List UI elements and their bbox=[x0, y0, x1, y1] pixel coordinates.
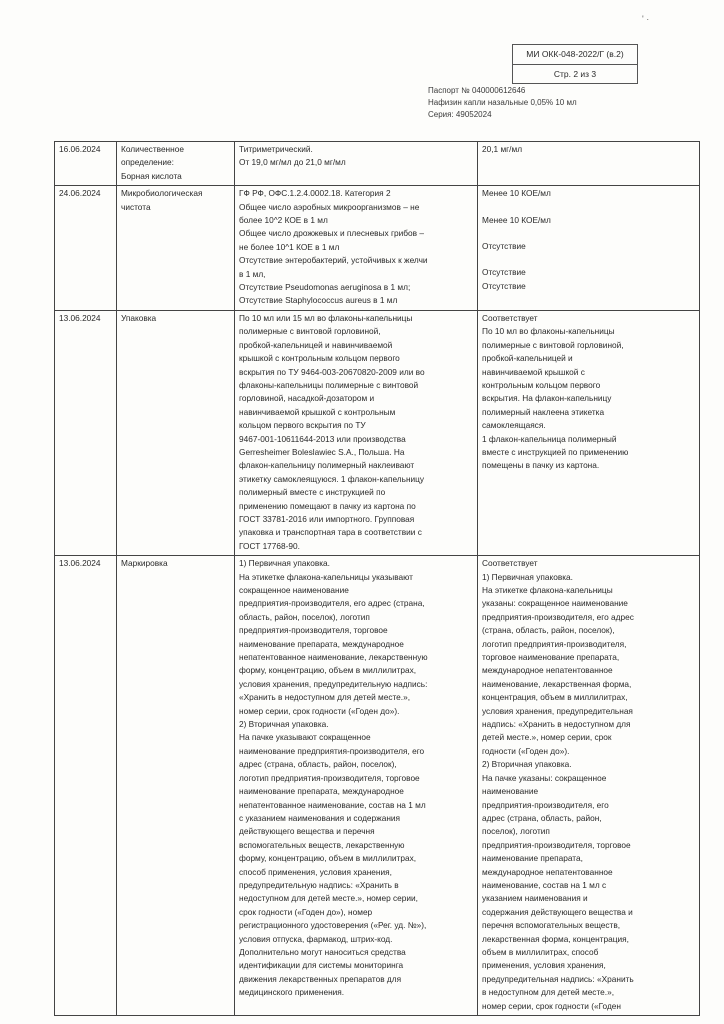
indicator-line: Количественное bbox=[121, 144, 184, 154]
norm-line: область, район, поселок), логотип bbox=[239, 611, 370, 622]
norm-line: вспомогательных веществ, лекарственную bbox=[239, 839, 405, 850]
norm-line: применению помещают в пачку из картона по bbox=[239, 500, 416, 511]
result-line: вместе с инструкцией по применению bbox=[482, 446, 629, 457]
table-row-labeling bbox=[55, 556, 700, 1016]
result-line: годности («Годен до»). bbox=[482, 745, 570, 756]
result-line bbox=[482, 253, 696, 266]
norm-line: На этикетке флакона-капельницы указывают bbox=[239, 571, 413, 582]
cell-indicator bbox=[117, 186, 235, 311]
norm-line: предприятия-производителя, его адрес (страна, bbox=[239, 598, 425, 609]
norm-line: навинчиваемой крышкой с контрольным bbox=[239, 406, 396, 417]
norm-line: номер серии, срок годности («Годен до»). bbox=[239, 705, 400, 716]
norm-line: По 10 мл или 15 мл во флаконы-капельницы bbox=[239, 312, 413, 323]
norm-line: форму, концентрацию, объем в миллилитрах, bbox=[239, 665, 417, 676]
norm-line: непатентованное наименование, лекарственную bbox=[239, 652, 428, 663]
result-line: содержания действующего вещества и bbox=[482, 906, 633, 917]
cell-indicator bbox=[117, 142, 235, 186]
batch-number: Серия: 49052024 bbox=[428, 110, 492, 119]
norm-line: 1) Первичная упаковка. bbox=[239, 558, 330, 569]
result-line: детей месте.», номер серии, срок bbox=[482, 732, 612, 743]
page-number: Стр. 2 из 3 bbox=[513, 64, 637, 84]
result-line: предупредительная надпись: «Хранить bbox=[482, 973, 634, 984]
cell-norm bbox=[235, 186, 478, 311]
norm-line: логотип предприятия-производителя, торговое bbox=[239, 772, 420, 783]
result-line: Соответствует bbox=[482, 312, 538, 323]
test-date: 13.06.2024 bbox=[55, 310, 117, 555]
product-name: Нафизин капли назальные 0,05% 10 мл bbox=[428, 98, 577, 107]
indicator-line: Маркировка bbox=[121, 558, 168, 569]
indicator-line: Борная кислота bbox=[121, 170, 182, 181]
result-line: наименование препарата, bbox=[482, 853, 583, 864]
result-line: (страна, область, район, поселок), bbox=[482, 625, 615, 636]
norm-line: этикетку самоклеящуюся. 1 флакон-капельницу bbox=[239, 473, 425, 484]
norm-line: 9467-001-10611644-2013 или производства bbox=[239, 433, 406, 444]
norm-line: более 10^2 КОЕ в 1 мл bbox=[239, 215, 328, 226]
norm-line: полимерный вместе с инструкцией по bbox=[239, 487, 386, 498]
table-row-microbiological-purity bbox=[55, 186, 700, 311]
cell-norm bbox=[235, 556, 478, 1016]
test-date: 24.06.2024 bbox=[55, 186, 117, 311]
cell-norm bbox=[235, 310, 478, 555]
norm-line: Дополнительно могут наноситься средства bbox=[239, 946, 406, 957]
result-line: самоклеящаяся. bbox=[482, 420, 546, 431]
result-line: международное непатентованное bbox=[482, 665, 613, 676]
result-line: Менее 10 КОЕ/мл bbox=[482, 188, 551, 199]
result-line: логотип предприятия-производителя, bbox=[482, 638, 627, 649]
norm-line: наименование препарата, международное bbox=[239, 786, 404, 797]
norm-line: полимерные с винтовой горловиной, bbox=[239, 326, 381, 337]
result-line: предприятия-производителя, его адрес bbox=[482, 611, 634, 622]
result-line: Отсутствие bbox=[482, 267, 526, 278]
norm-line: «Хранить в недоступном для детей месте.», bbox=[239, 692, 411, 703]
norm-line: Общее число дрожжевых и плесневых грибов – bbox=[239, 228, 424, 239]
norm-line: вскрытия по ТУ 9464-003-20670820-2009 или во bbox=[239, 366, 425, 377]
result-line: условия хранения, предупредительная bbox=[482, 705, 633, 716]
norm-line: крышкой с контрольным кольцом первого bbox=[239, 353, 400, 364]
result-line: международное непатентованное bbox=[482, 866, 613, 877]
result-line: концентрация, объем в миллилитрах, bbox=[482, 692, 628, 703]
norm-line: пробкой-капельницей и навинчиваемой bbox=[239, 339, 393, 350]
indicator-line: определение: bbox=[121, 157, 174, 168]
norm-line: условия хранения, предупредительную надпись: bbox=[239, 678, 428, 689]
result-line: 1) Первичная упаковка. bbox=[482, 571, 573, 582]
norm-line: предприятия-производителя, торговое bbox=[239, 625, 388, 636]
norm-line: адрес (страна, область, район, поселок), bbox=[239, 759, 397, 770]
norm-line: условия отпуска, фармакод, штрих-код. bbox=[239, 933, 393, 944]
result-line: 1 флакон-капельница полимерный bbox=[482, 433, 617, 444]
norm-line: предупредительную надпись: «Хранить в bbox=[239, 879, 399, 890]
norm-line: флаконы-капельницы полимерные с винтовой bbox=[239, 379, 419, 390]
passport-info bbox=[428, 85, 628, 121]
result-line bbox=[482, 201, 696, 214]
norm-line: Общее число аэробных микроорганизмов – не bbox=[239, 201, 420, 212]
result-line: 2) Вторичная упаковка. bbox=[482, 759, 572, 770]
cell-result bbox=[478, 310, 700, 555]
result-line: На пачке указаны: сокращенное bbox=[482, 772, 607, 783]
norm-line: Отсутствие Staphylococcus aureus в 1 мл bbox=[239, 295, 398, 306]
result-line: полимерные с винтовой горловиной, bbox=[482, 339, 624, 350]
result-line: На этикетке флакона-капельницы bbox=[482, 585, 613, 595]
norm-line: кольцом первого вскрытия по ТУ bbox=[239, 420, 366, 431]
result-line: контрольным кольцом первого bbox=[482, 379, 601, 390]
test-date: 13.06.2024 bbox=[55, 556, 117, 1016]
test-results-table bbox=[54, 141, 700, 1016]
result-line: вскрытия. На флакон-капельницу bbox=[482, 393, 612, 404]
indicator-line: чистота bbox=[121, 201, 151, 212]
norm-line: Отсутствие Pseudomonas aeruginosa в 1 мл; bbox=[239, 282, 411, 293]
norm-line: непатентованное наименование, состав на 1 мл bbox=[239, 799, 426, 810]
norm-line: наименование предприятия-производителя, его bbox=[239, 745, 425, 756]
indicator-line: Упаковка bbox=[121, 312, 157, 323]
result-line: поселок), логотип bbox=[482, 826, 550, 837]
test-date: 16.06.2024 bbox=[55, 142, 117, 186]
norm-line: 2) Вторичная упаковка. bbox=[239, 719, 329, 730]
result-line: лекарственная форма, концентрация, bbox=[482, 933, 629, 944]
norm-line: способ применения, условия хранения, bbox=[239, 866, 392, 877]
result-line: предприятия-производителя, его bbox=[482, 799, 609, 810]
norm-line: Gerresheimer Boleslawiec S.A., Польша. На bbox=[239, 446, 405, 457]
result-line: указанием наименования и bbox=[482, 893, 588, 904]
table-row-packaging bbox=[55, 310, 700, 555]
norm-line: медицинского применения. bbox=[239, 987, 345, 998]
norm-line: регистрационного удостоверения («Рег. уд. №»), bbox=[239, 920, 427, 931]
result-line: навинчиваемой крышкой с bbox=[482, 366, 585, 377]
norm-line: Титриметрический. bbox=[239, 144, 313, 154]
cell-norm bbox=[235, 142, 478, 186]
norm-line: упаковка и транспортная тара в соответствии с bbox=[239, 527, 422, 538]
result-line bbox=[482, 227, 696, 240]
result-line: полимерный наклеена этикетка bbox=[482, 406, 605, 417]
result-line: адрес (страна, область, район, bbox=[482, 812, 602, 823]
norm-line: На пачке указывают сокращенное bbox=[239, 732, 371, 743]
result-line: объем в миллилитрах, способ bbox=[482, 946, 599, 957]
norm-line: ГОСТ 17768-90. bbox=[239, 540, 300, 551]
result-line: Отсутствие bbox=[482, 280, 526, 291]
norm-line: действующего вещества и перечня bbox=[239, 826, 375, 837]
result-line: номер серии, срок годности («Годен bbox=[482, 1000, 621, 1011]
norm-line: наименование препарата, международное bbox=[239, 638, 404, 649]
result-line: наименование, лекарственная форма, bbox=[482, 678, 632, 689]
norm-line: с указанием наименования и содержания bbox=[239, 812, 401, 823]
result-line: применения, условия хранения, bbox=[482, 960, 606, 971]
result-line: 20,1 мг/мл bbox=[482, 144, 523, 154]
result-line: торговое наименование препарата, bbox=[482, 652, 620, 663]
result-line: Менее 10 КОЕ/мл bbox=[482, 214, 551, 225]
corner-mark: ' · bbox=[642, 14, 650, 24]
result-line: предприятия-производителя, торговое bbox=[482, 839, 631, 850]
result-line: пробкой-капельницей и bbox=[482, 353, 573, 364]
indicator-line: Микробиологическая bbox=[121, 188, 203, 199]
norm-line: идентификации для системы мониторинга bbox=[239, 960, 404, 971]
norm-line: не более 10^1 КОЕ в 1 мл bbox=[239, 241, 340, 252]
result-line: Отсутствие bbox=[482, 241, 526, 252]
result-line: По 10 мл во флаконы-капельницы bbox=[482, 326, 615, 337]
result-line: Соответствует bbox=[482, 558, 538, 569]
result-line: помещены в пачку из картона. bbox=[482, 460, 600, 471]
norm-line: в 1 мл, bbox=[239, 268, 266, 279]
norm-line: От 19,0 мг/мл до 21,0 мг/мл bbox=[239, 157, 346, 168]
cell-indicator bbox=[117, 310, 235, 555]
document-number: МИ ОКК-048-2022/Г (в.2) bbox=[526, 49, 624, 59]
cell-result bbox=[478, 142, 700, 186]
norm-line: флакон-капельницу полимерный наклеивают bbox=[239, 460, 415, 471]
norm-line: срок годности («Годен до»), номер bbox=[239, 906, 373, 917]
norm-line: сокращенное наименование bbox=[239, 585, 349, 595]
passport-number: Паспорт № 040000612646 bbox=[428, 86, 526, 95]
result-line: в недоступном для детей месте.», bbox=[482, 987, 615, 998]
cell-result bbox=[478, 186, 700, 311]
result-line: наименование, состав на 1 мл с bbox=[482, 879, 607, 890]
norm-line: ГФ РФ, ОФС.1.2.4.0002.18. Категория 2 bbox=[239, 188, 391, 199]
cell-result bbox=[478, 556, 700, 1016]
result-line: указаны: сокращенное наименование bbox=[482, 598, 628, 609]
norm-line: Отсутствие энтеробактерий, устойчивых к желчи bbox=[239, 255, 428, 266]
norm-line: недоступном для детей месте.», номер серии, bbox=[239, 893, 418, 904]
result-line: надпись: «Хранить в недоступном для bbox=[482, 719, 631, 730]
cell-indicator bbox=[117, 556, 235, 1016]
document-id-box bbox=[512, 44, 638, 84]
norm-line: горловиной, насадкой-дозатором и bbox=[239, 393, 375, 404]
result-line: перечня вспомогательных веществ, bbox=[482, 920, 621, 931]
norm-line: движения лекарственных препаратов для bbox=[239, 973, 402, 984]
result-line: наименование bbox=[482, 786, 539, 797]
norm-line: форму, концентрацию, объем в миллилитрах, bbox=[239, 853, 417, 864]
table-row-boric-acid bbox=[55, 142, 700, 186]
norm-line: ГОСТ 33781-2016 или импортного. Групповая bbox=[239, 513, 415, 524]
